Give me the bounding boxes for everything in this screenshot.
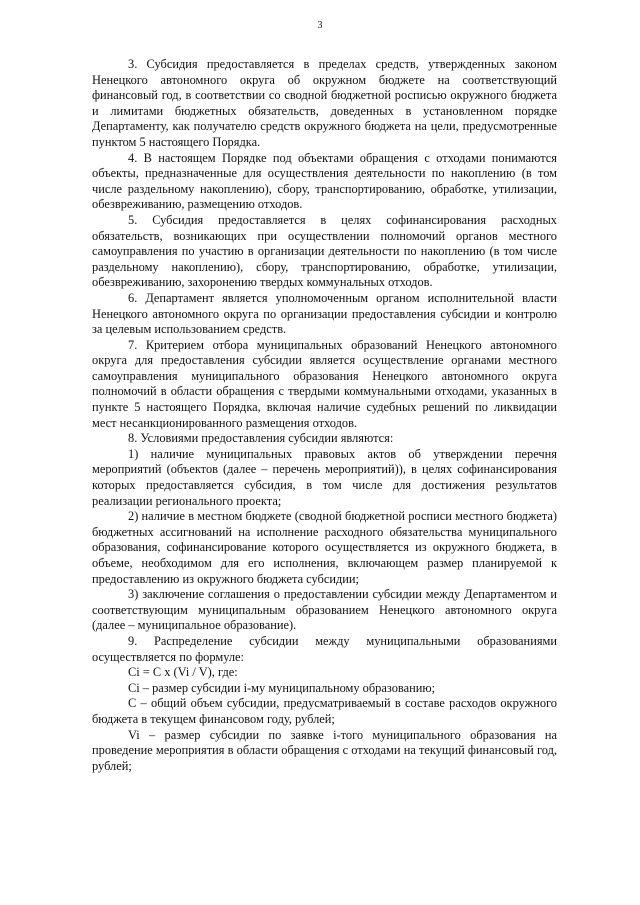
formula-term-c: C – общий объем субсидии, предусматриваемый в составе расходов окружного бюджета в текущем финансовом году, рублей; (92, 696, 557, 726)
paragraph-5: 5. Субсидия предоставляется в целях софинансирования расходных обязательств, возникающих при осуществлении полномочий органов местного самоуправления по участию в организации деятельности по накоплению (в том числе раздельному накоплению), сбору, транспортированию, обработке, утилизации, обезвреживанию, захоронению твердых коммунальных отходов. (92, 212, 557, 290)
page-number: 3 (317, 20, 323, 31)
paragraph-6: 6. Департамент является уполномоченным органом исполнительной власти Ненецкого автономного округа по организации предоставления субсидии и контролю за целевым использованием средств. (92, 290, 557, 337)
condition-2: 2) наличие в местном бюджете (сводной бюджетной росписи местного бюджета) бюджетных ассигнований на исполнение расходного обязательства муниципального образования, софинансирование которого осуществляется из окружного бюджета, в объеме, необходимом для его исполнения, включающем размер планируемой к предоставлению из окружного бюджета субсидии; (92, 509, 557, 586)
formula-term-ci: Ci – размер субсидии i-му муниципальному образованию; (128, 680, 436, 695)
formula-term-vi: Vi – размер субсидии по заявке i-того муниципального образования на проведение мероприятия в области обращения с отходами на текущий финансовый год, рублей; (92, 727, 557, 773)
paragraph-3: 3. Субсидия предоставляется в пределах средств, утвержденных законом Ненецкого автономного округа об окружном бюджете на соответствующий финансовый год, в соответствии со сводной бюджетной росписью окружного бюджета и лимитами бюджетных обязательств, доведенных в установленном порядке Департаменту, как получателю средств окружного бюджета на цели, предусмотренные пунктом 5 настоящего Порядка. (92, 57, 557, 149)
paragraph-9: 9. Распределение субсидии между муниципальными образованиями осуществляется по формуле: (92, 633, 557, 664)
condition-1: 1) наличие муниципальных правовых актов об утверждении перечня мероприятий (объектов (далее – перечень мероприятий)), в целях софинансирования которых предоставляется субсидия, в том числе для достижения результатов реализации регионального проекта; (92, 446, 557, 508)
paragraph-8: 8. Условиями предоставления субсидии являются: (128, 431, 394, 446)
formula: Ci = C x (Vi / V), где: (128, 665, 238, 680)
paragraph-7: 7. Критерием отбора муниципальных образований Ненецкого автономного округа для предоставления субсидии является осуществление органами местного самоуправления муниципального образования Ненецкого автономного округа полномочий в области обращения с твердыми коммунальными отходами, указанных в пункте 5 настоящего Порядка, включая наличие судебных решений по ликвидации мест несанкционированного размещения отходов. (92, 337, 557, 430)
document-body (92, 57, 557, 774)
paragraph-4: 4. В настоящем Порядке под объектами обращения с отходами понимаются объекты, предназначенные для осуществления деятельности по накоплению (в том числе раздельному накоплению), сбору, транспортированию, обработке, утилизации, обезвреживанию, размещению отходов. (92, 150, 557, 212)
condition-3: 3) заключение соглашения о предоставлении субсидии между Департаментом и соответствующим муниципальным образованием Ненецкого автономного округа (далее – муниципальное образование). (92, 587, 557, 633)
